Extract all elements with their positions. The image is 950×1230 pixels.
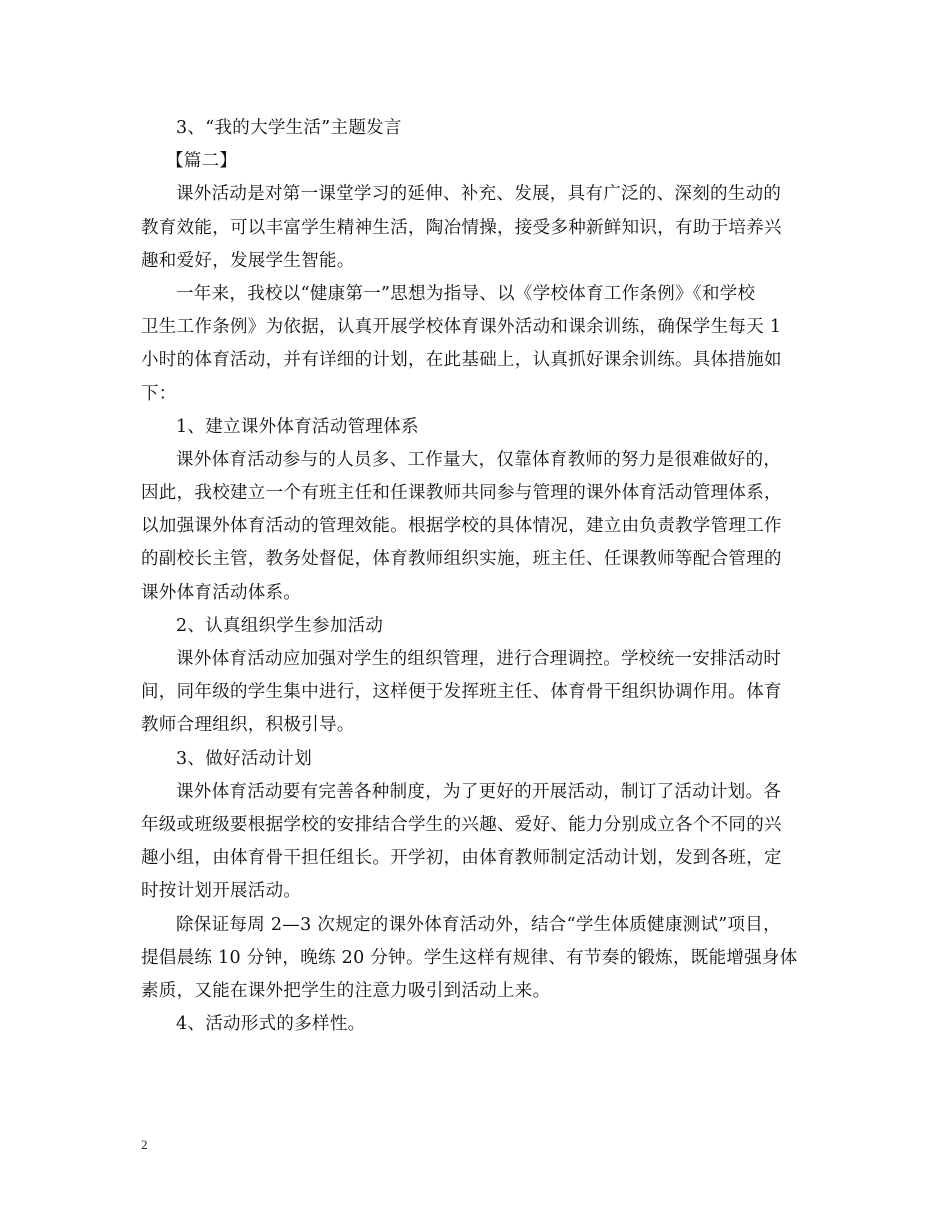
text-line: 素质，又能在课外把学生的注意力吸引到活动上来。 <box>141 980 551 1001</box>
text-line: 一年来，我校以“健康第一”思想为指导、以《学校体育工作条例》《和学校 <box>176 283 756 304</box>
text-line: 以加强课外体育活动的管理效能。根据学校的具体情况，建立由负责教学管理工作 <box>141 516 782 537</box>
text-line: 课外体育活动体系。 <box>141 582 302 603</box>
text-line: 趣小组，由体育骨干担任组长。开学初，由体育教师制定活动计划，发到各班，定 <box>141 848 782 869</box>
section-heading: 【篇二】 <box>166 151 238 172</box>
text-line: 小时的体育活动，并有详细的计划，在此基础上，认真抓好课余训练。具体措施如 <box>141 350 782 371</box>
text-line: 除保证每周 2—3 次规定的课外体育活动外，结合“学生体质健康测试”项目， <box>176 914 781 935</box>
text-line: 4、活动形式的多样性。 <box>176 1014 366 1035</box>
text-line: 3、做好活动计划 <box>176 748 313 769</box>
text-line: 因此，我校建立一个有班主任和任课教师共同参与管理的课外体育活动管理体系， <box>141 483 782 504</box>
text-line: 3、“我的大学生活”主题发言 <box>176 118 402 138</box>
text-line: 提倡晨练 10 分钟，晚练 20 分钟。学生这样有规律、有节奏的锻炼，既能增强身体 <box>141 947 798 968</box>
text-line: 间，同年级的学生集中进行，这样便于发挥班主任、体育骨干组织协调作用。体育 <box>141 682 782 703</box>
document-body <box>141 112 815 1041</box>
text-line: 课外活动是对第一课堂学习的延伸、补充、发展，具有广泛的、深刻的生动的 <box>176 184 782 205</box>
text-line: 的副校长主管，教务处督促，体育教师组织实施，班主任、任课教师等配合管理的 <box>141 549 782 570</box>
text-line: 1、建立课外体育活动管理体系 <box>176 416 419 437</box>
text-line: 趣和爱好，发展学生智能。 <box>141 250 355 271</box>
text-line: 年级或班级要根据学校的安排结合学生的兴趣、爱好、能力分别成立各个不同的兴 <box>141 814 782 835</box>
text-line: 下： <box>141 383 177 404</box>
text-line: 2、认真组织学生参加活动 <box>176 615 384 636</box>
text-line: 时按计划开展活动。 <box>141 881 302 902</box>
text-line: 卫生工作条例》为依据，认真开展学校体育课外活动和课余训练，确保学生每天 1 <box>141 317 782 338</box>
text-line: 教师合理组织，积极引导。 <box>141 715 355 736</box>
page-number: 2 <box>141 1137 148 1152</box>
text-line: 课外体育活动参与的人员多、工作量大，仅靠体育教师的努力是很难做好的， <box>176 449 782 470</box>
text-line: 课外体育活动要有完善各种制度，为了更好的开展活动，制订了活动计划。各 <box>176 781 782 802</box>
text-line: 教育效能，可以丰富学生精神生活，陶冶情操，接受多种新鲜知识，有助于培养兴 <box>141 217 782 238</box>
text-line: 课外体育活动应加强对学生的组织管理，进行合理调控。学校统一安排活动时 <box>176 649 782 669</box>
